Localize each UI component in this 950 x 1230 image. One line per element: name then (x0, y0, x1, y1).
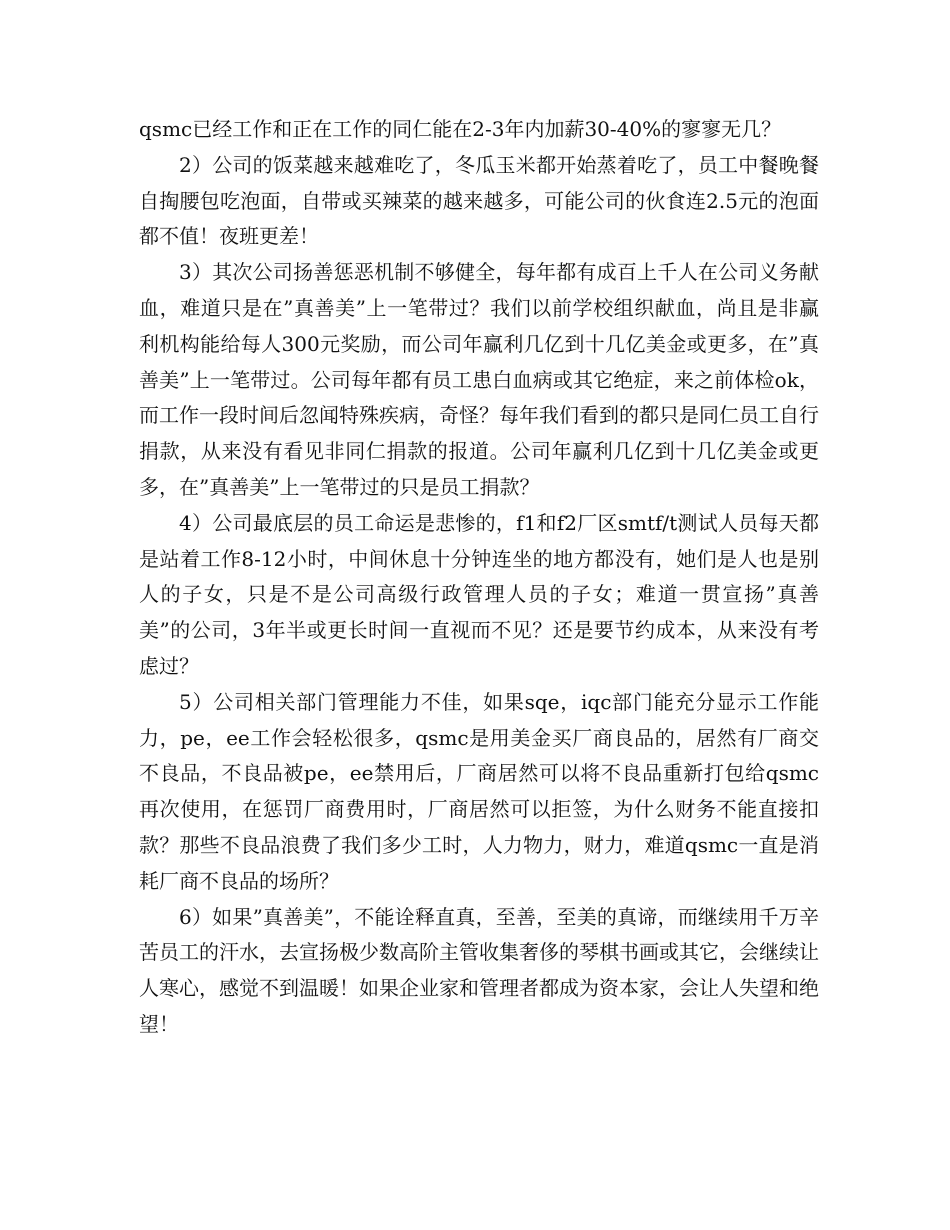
paragraph-1: qsmc已经工作和正在工作的同仁能在2-3年内加薪30-40%的寥寥无几？ (139, 117, 782, 141)
paragraph-4: 4）公司最底层的员工命运是悲惨的，f1和f2厂区smtf/t测试人员每天都是站着工作8-12小时，中间休息十分钟连坐的地方都没有，她们是人也是别人的子女，只是不是公司高级行政管理人员的子女；难道一贯宣扬”真善美”的公司，3年半或更长时间一直视而不见？还是要节约成本，从来没有考虑过？ (139, 510, 819, 678)
paragraph-2: 2）公司的饭菜越来越难吃了，冬瓜玉米都开始蒸着吃了，员工中餐晚餐自掏腰包吃泡面，自带或买辣菜的越来越多，可能公司的伙食连2.5元的泡面都不值！夜班更差！ (139, 152, 819, 249)
paragraph-5: 5）公司相关部门管理能力不佳，如果sqe，iqc部门能充分显示工作能力，pe，ee工作会轻松很多，qsmc是用美金买厂商良品的，居然有厂商交不良品，不良品被pe，ee禁用后，厂商居然可以将不良品重新打包给qsmc再次使用，在惩罚厂商费用时，厂商居然可以拒签，为什么财务不能直接扣款？那些不良品浪费了我们多少工时，人力物力，财力，难道qsmc一直是消耗厂商不良品的场所？ (139, 689, 819, 893)
paragraph-6: 6）如果”真善美”，不能诠释直真，至善，至美的真谛，而继续用千万辛苦员工的汗水，去宣扬极少数高阶主管收集奢侈的琴棋书画或其它，会继续让人寒心，感觉不到温暖！如果企业家和管理者都成为资本家，会让人失望和绝望！ (139, 904, 819, 1036)
document-body (139, 112, 819, 1043)
paragraph-3: 3）其次公司扬善惩恶机制不够健全，每年都有成百上千人在公司义务献血，难道只是在”真善美”上一笔带过？我们以前学校组织献血，尚且是非赢利机构能给每人300元奖励，而公司年赢利几亿到十几亿美金或更多，在”真善美”上一笔带过。公司每年都有员工患白血病或其它绝症，来之前体检ok，而工作一段时间后忽闻特殊疾病，奇怪？每年我们看到的都只是同仁员工自行捐款，从来没有看见非同仁捐款的报道。公司年赢利几亿到十几亿美金或更多，在”真善美”上一笔带过的只是员工捐款？ (139, 260, 819, 499)
